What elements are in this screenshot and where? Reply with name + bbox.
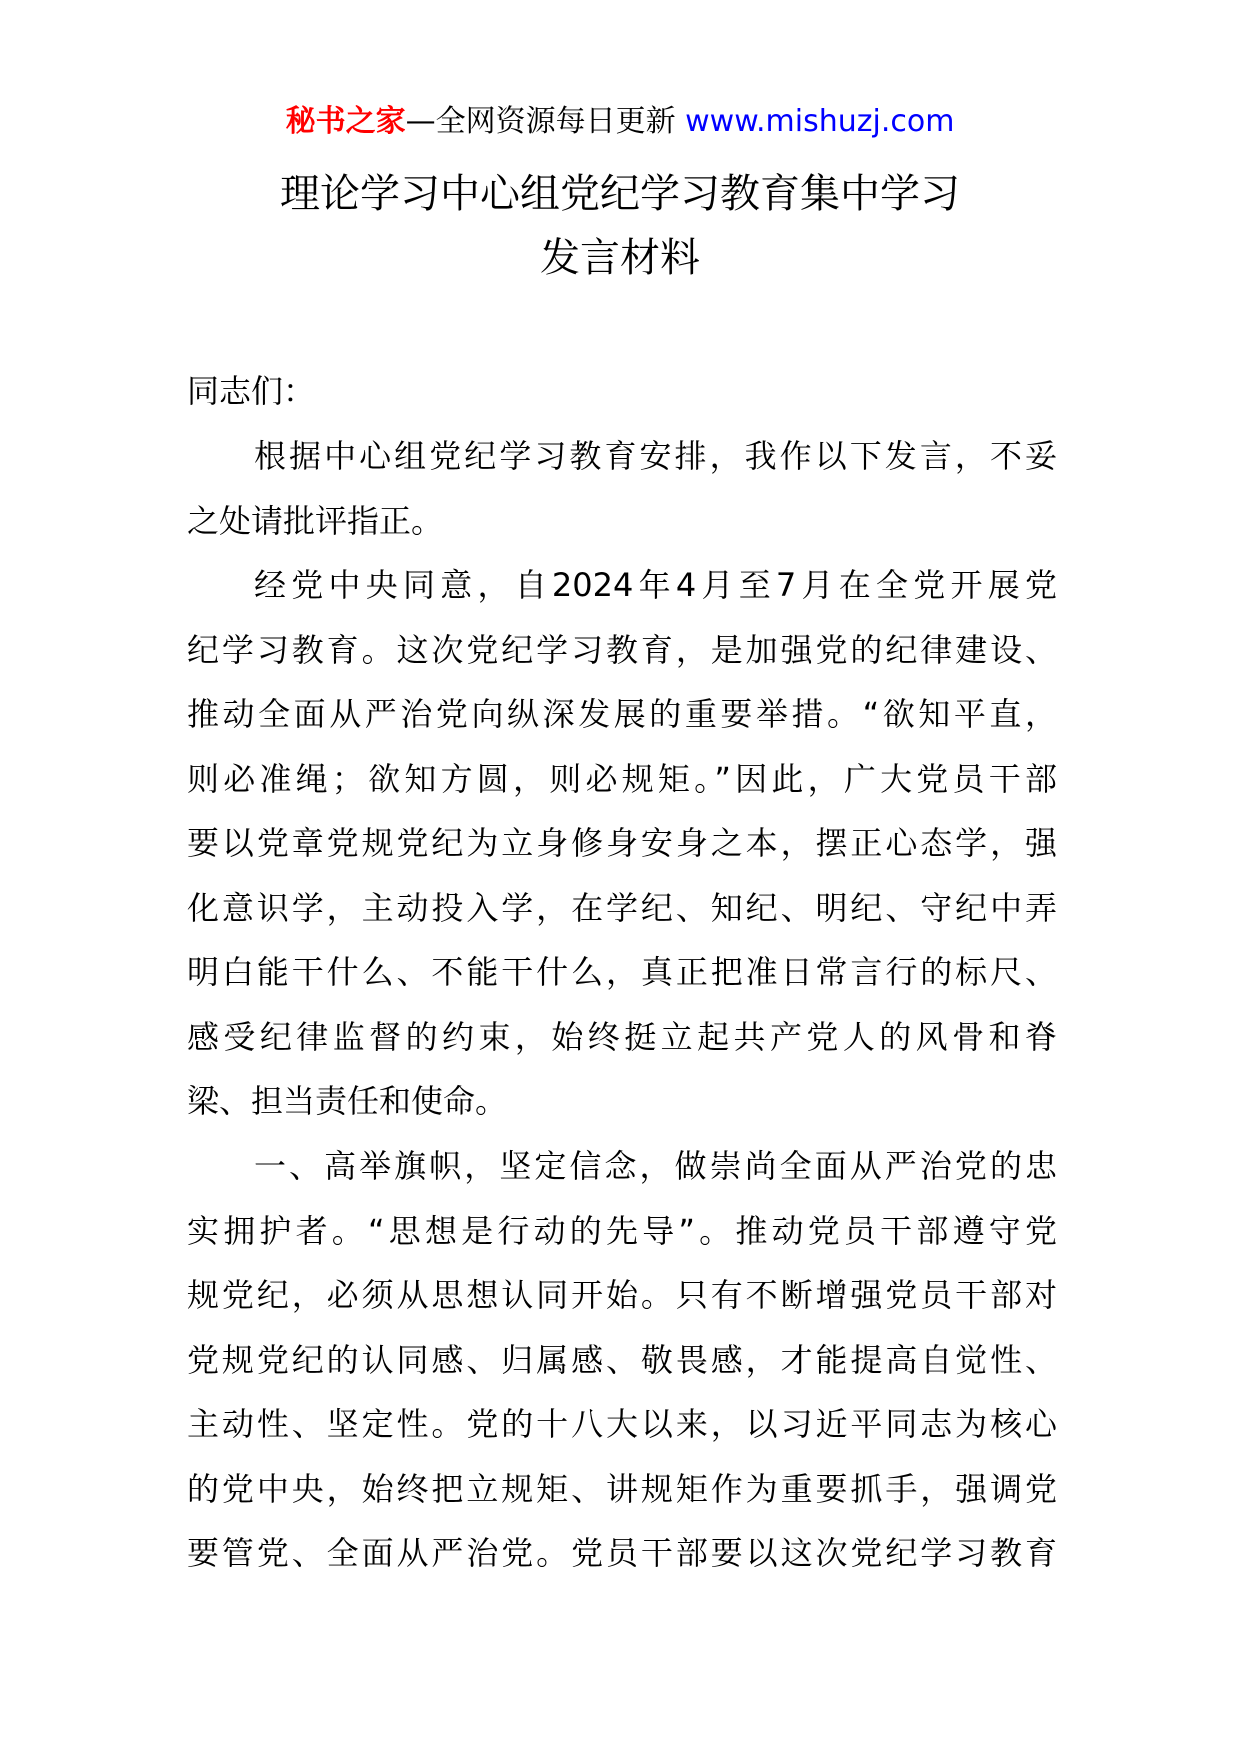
paragraph-line: 党规党纪的认同感、归属感、敬畏感，才能提高自觉性、 [187,1340,1057,1379]
paragraph-line: 经党中央同意，自2024年4月至7月在全党开展党 [254,566,1057,604]
paragraph-line: 梁、担当责任和使命。 [187,1082,508,1120]
paragraph-line: 实拥护者。“思想是行动的先导”。推动党员干部遵守党 [187,1211,1057,1250]
document-title-line-1: 理论学习中心组党纪学习教育集中学习 [280,171,960,217]
paragraph-section-one [187,1134,1057,1586]
paragraph-line: 要管党、全面从严治党。党员干部要以这次党纪学习教育 [187,1534,1057,1572]
paragraph-line: 推动全面从严治党向纵深发展的重要举措。“欲知平直， [187,695,1057,733]
paragraph-line: 化意识学，主动投入学，在学纪、知纪、明纪、守纪中弄 [187,888,1057,927]
document-title-line-2: 发言材料 [540,235,700,281]
brand-name: 秘书之家 [285,104,406,139]
paragraph-line: 则必准绳；欲知方圆，则必规矩。”因此，广大党员干部 [187,759,1057,798]
watermark-header [0,100,1240,144]
paragraph-line: 一、高举旗帜，坚定信念，做崇尚全面从严治党的忠 [254,1147,1057,1185]
paragraph-intro [187,424,1057,553]
paragraph-line: 的党中央，始终把立规矩、讲规矩作为重要抓手，强调党 [187,1469,1057,1508]
paragraph-line: 明白能干什么、不能干什么，真正把准日常言行的标尺、 [187,953,1057,991]
paragraph-line: 根据中心组党纪学习教育安排，我作以下发言，不妥 [254,437,1057,475]
salutation: 同志们： [187,372,316,410]
paragraph-line: 规党纪，必须从思想认同开始。只有不断增强党员干部对 [187,1276,1057,1314]
site-url: www.mishuzj.com [685,104,955,139]
paragraph-line: 感受纪律监督的约束，始终挺立起共产党人的风骨和脊 [187,1017,1057,1056]
paragraph-background [187,553,1057,1134]
paragraph-line: 纪学习教育。这次党纪学习教育，是加强党的纪律建设、 [187,630,1057,669]
paragraph-line: 要以党章党规党纪为立身修身安身之本，摆正心态学，强 [187,824,1057,862]
header-tagline: —全网资源每日更新 [405,104,686,139]
paragraph-line: 主动性、坚定性。党的十八大以来，以习近平同志为核心 [187,1405,1057,1443]
paragraph-line: 之处请批评指正。 [187,501,444,540]
